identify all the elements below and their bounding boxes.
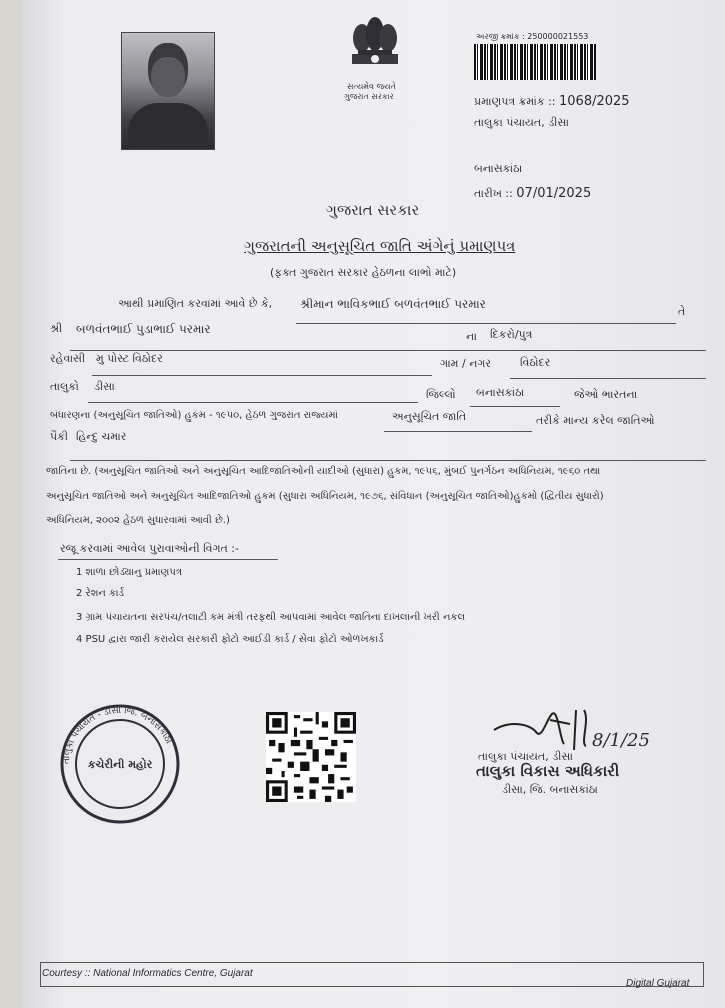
te-word: તે	[678, 305, 686, 318]
signature-date: 8/1/25	[592, 730, 650, 751]
certify-intro: આથી પ્રમાણિત કરવામાં આવે છે કે,	[118, 297, 273, 310]
issue-date-label: તારીખ :: 07/01/2025	[474, 186, 592, 201]
certificate-subtitle: (ફક્ત ગુજરાત સરકાર હેઠળના લાભો માટે)	[270, 266, 457, 279]
document-item: 3 ગ્રામ પંચાયતના સરપંચ/તલાટી કમ મંત્રી તરફથી આપવામાં આવેલ જાતિના દાખલાની ખરી નકલ	[76, 612, 466, 623]
father-name: બળવંતભાઈ પુડાભાઈ પરમાર	[76, 322, 211, 336]
paiki-word: પૈકી	[50, 430, 69, 443]
legal-paragraph-1: જાતિના છે. (અનુસૂચિત જાતિઓ અને અનુસૂચિત આદિજાતિઓની યાદીઓ (સુધારા) હુકમ, ૧૯૫૬, મુંબઈ પુનર્ગઠન અધિનિયમ, ૧૯૬૦ તથા	[46, 466, 601, 477]
document-item: 1 શાળા છોડ્યાનુ પ્રમાણપત્ર	[76, 567, 182, 578]
caste-category: અનુસૂચિત જાતિ	[392, 410, 467, 423]
application-number: અરજી ક્રમાંક : 250000021553	[476, 32, 589, 41]
relation: દિકરો/પુત્ર	[490, 328, 533, 341]
constitution-order: બંધારણના (અનુસૂચિત જાતિઓ) હુકમ - ૧૯૫૦, હેઠળ ગુજરાત રાજ્યમાં	[50, 410, 338, 421]
document-item: 4 PSU દ્વારા જારી કરાયેલ સરકારી ફોટો આઈડી કાર્ડ / સેવા ફોટો ઓળખકાર્ડ	[76, 634, 384, 645]
legal-paragraph-3: અધિનિયમ, ૨૦૦૨ હેઠળ સુધારવામાં આવી છે.)	[46, 515, 230, 526]
issuer-office: તાલુકા પંચાયત, ડીસા	[474, 116, 569, 129]
footer-digital-gujarat: Digital Gujarat	[626, 978, 690, 989]
district: બનાસકાંઠા	[476, 386, 525, 399]
na-word: ના	[466, 330, 477, 343]
document-item: 2 રેશન કાર્ડ	[76, 588, 125, 599]
svg-text:કચેરીની મહોર: કચેરીની મહોર	[87, 758, 153, 771]
district-label: જિલ્લો	[426, 388, 456, 401]
village: વિઠોદર	[520, 356, 551, 369]
legal-paragraph-2: અનુસૂચિત જાતિઓ અને અનુસૂચિત આદિજાતિઓ હુકમ (સુધારા અધિનિયમ, ૧૯૭૬, સંવિધાન (અનુસૂચિત જાતિઓ)હુકમો (દ્વિતીય સુધારો)	[46, 491, 604, 502]
signatory-location: ડીસા, જિ. બનાસકાંઠા	[502, 783, 598, 796]
emblem-caption: ગુજરાત સરકાર	[344, 92, 394, 101]
applicant-photo	[121, 32, 215, 150]
holder-name: શ્રીમાન ભાવિકભાઈ બળવંતભાઈ પરમાર	[300, 297, 486, 311]
government-title: ગુજરાત સરકાર	[326, 201, 420, 219]
certificate-title: ગુજરાતની અનુસૂચિત જાતિ અંગેનું પ્રમાણપત્ર	[244, 237, 516, 255]
issue-date: 07/01/2025	[516, 186, 592, 201]
shri-label: શ્રી	[50, 322, 63, 335]
svg-text:તાલુકા પંચાયત - ડીસા જિ. બનાસક: તાલુકા પંચાયત - ડીસા જિ. બનાસકાંઠા	[61, 705, 174, 765]
emblem-motto: સત્યમેવ જયતે	[347, 82, 396, 91]
cert-number: 1068/2025	[559, 94, 630, 109]
barcode	[474, 44, 596, 80]
documents-heading: રજૂ કરવામાં આવેલ પુરાવાઓની વિગત :-	[60, 542, 239, 555]
village-label: ગામ / નગર	[440, 357, 492, 370]
resident-label: રહેવાસી	[50, 352, 86, 365]
taluka: ડીસા	[94, 380, 115, 393]
jeo-text: જેઓ ભારતના	[574, 388, 638, 401]
header-district: બનાસકાંઠા	[474, 162, 523, 175]
qr-code	[266, 712, 356, 802]
signatory-office: તાલુકા પંચાયત, ડીસા	[478, 750, 573, 763]
caste-name: હિન્દુ ચમાર	[76, 430, 127, 443]
office-seal	[58, 702, 182, 826]
taluka-label: તાલુકો	[50, 380, 79, 393]
footer-courtesy: Courtesy :: National Informatics Centre, Gujarat	[42, 968, 253, 979]
cert-number-label: પ્રમાણપત્ર ક્રમાંક :: 1068/2025	[474, 94, 630, 109]
recognized-text: તરીકે માન્ય કરેલ જાતિઓ	[536, 414, 655, 427]
resident-address: મુ પોસ્ટ વિઠોદર	[96, 352, 163, 365]
certificate-sheet	[22, 0, 725, 1008]
state-emblem-icon	[340, 10, 410, 80]
signatory-title: તાલુકા વિકાસ અધિકારી	[476, 762, 620, 780]
